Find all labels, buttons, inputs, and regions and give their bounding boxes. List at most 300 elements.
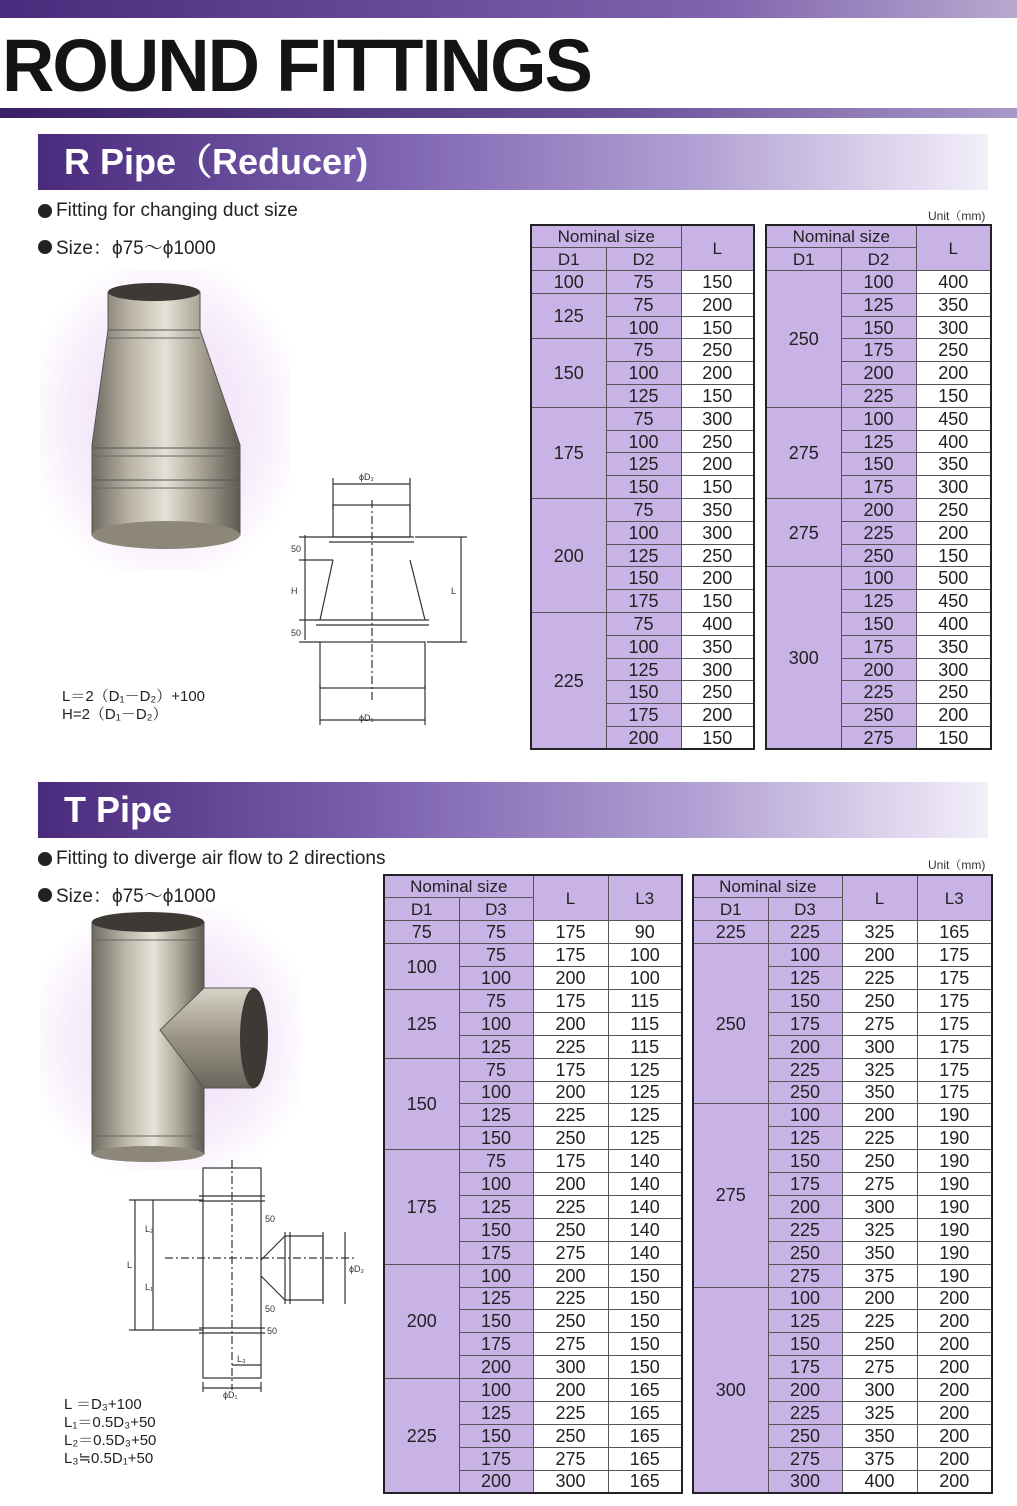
header-nominal-size: Nominal size [766,225,916,248]
table-row [384,989,682,1012]
cell-l: 250 [916,681,991,704]
cell-d2: 150 [606,567,681,590]
table-row [384,921,682,944]
cell-d3: 225 [768,1058,842,1081]
tee-photo-icon [40,910,300,1170]
cell-d1: 275 [693,1104,768,1287]
cell-l: 300 [842,1379,917,1402]
cell-d2: 125 [606,453,681,476]
cell-d3: 75 [459,944,533,967]
cell-d1: 75 [384,921,459,944]
cell-d3: 100 [459,967,533,990]
cell-l: 200 [681,453,754,476]
cell-l: 150 [681,385,754,408]
cell-l: 200 [916,521,991,544]
cell-d2: 100 [606,430,681,453]
cell-l3: 125 [608,1127,682,1150]
cell-d1: 125 [531,293,606,339]
cell-l: 250 [916,499,991,522]
cell-d2: 100 [841,271,916,294]
cell-d3: 175 [768,1173,842,1196]
drawing-label-l: L [451,586,457,596]
cell-d3: 175 [459,1333,533,1356]
cell-d1: 275 [766,407,841,498]
cell-l: 175 [533,921,608,944]
header-l: L [533,875,608,921]
cell-d1: 175 [531,407,606,498]
cell-l: 275 [842,1356,917,1379]
tee-label-l: L [127,1260,133,1270]
table-row [766,499,991,522]
cell-d2: 200 [841,658,916,681]
cell-d3: 275 [768,1264,842,1287]
cell-l: 200 [916,704,991,727]
cell-d3: 250 [768,1241,842,1264]
cell-d3: 225 [768,1401,842,1424]
cell-l: 200 [842,1104,917,1127]
cell-l: 400 [916,613,991,636]
cell-l: 250 [842,1150,917,1173]
top-color-bar [0,0,1017,18]
bullet-icon [38,240,52,254]
cell-l: 200 [842,944,917,967]
header-l3: L3 [917,875,992,921]
cell-l: 200 [681,704,754,727]
cell-l: 150 [681,590,754,613]
cell-l3: 125 [608,1058,682,1081]
header-l3: L3 [608,875,682,921]
cell-l: 250 [842,1333,917,1356]
cell-d3: 150 [768,1333,842,1356]
cell-d3: 75 [459,921,533,944]
cell-d3: 200 [459,1356,533,1379]
cell-d3: 175 [459,1241,533,1264]
cell-l: 450 [916,590,991,613]
header-d3: D3 [459,898,533,921]
cell-l: 175 [533,944,608,967]
t-pipe-table-1 [692,874,993,1494]
header-nominal-size: Nominal size [384,875,533,898]
cell-d2: 125 [841,590,916,613]
cell-d2: 150 [841,613,916,636]
cell-l: 275 [533,1333,608,1356]
cell-l: 350 [681,635,754,658]
cell-l: 300 [842,1035,917,1058]
cell-d1: 250 [693,944,768,1104]
table-row [531,499,754,522]
cell-l3: 200 [917,1356,992,1379]
cell-l3: 175 [917,967,992,990]
cell-l3: 190 [917,1241,992,1264]
drawing-label-50-top: 50 [291,544,302,554]
cell-l3: 140 [608,1173,682,1196]
table-row [531,407,754,430]
cell-d3: 200 [768,1035,842,1058]
cell-d2: 75 [606,613,681,636]
cell-d3: 125 [459,1104,533,1127]
tee-label-50b: 50 [265,1304,276,1314]
cell-d2: 125 [606,658,681,681]
t-pipe-purpose-text: Fitting to diverge air flow to 2 directions [56,848,386,869]
cell-d2: 125 [841,430,916,453]
cell-l3: 150 [608,1287,682,1310]
cell-l: 150 [681,271,754,294]
cell-d1: 225 [693,921,768,944]
table-row [766,271,991,294]
table-row [384,944,682,967]
table-row [693,1104,992,1127]
header-d1: D1 [531,248,606,271]
cell-l: 225 [842,1310,917,1333]
cell-d3: 250 [768,1424,842,1447]
cell-l: 300 [681,521,754,544]
cell-l: 200 [681,362,754,385]
cell-d3: 175 [768,1012,842,1035]
cell-l3: 200 [917,1333,992,1356]
cell-d3: 100 [459,1173,533,1196]
cell-d3: 125 [459,1287,533,1310]
header-d2: D2 [606,248,681,271]
cell-d3: 175 [768,1356,842,1379]
cell-d3: 100 [768,944,842,967]
cell-l: 300 [533,1356,608,1379]
cell-d2: 175 [841,476,916,499]
cell-d3: 225 [768,1218,842,1241]
cell-d3: 200 [459,1470,533,1493]
cell-d3: 150 [459,1127,533,1150]
cell-l3: 125 [608,1104,682,1127]
cell-d1: 200 [384,1264,459,1378]
cell-l: 150 [681,727,754,750]
cell-l3: 140 [608,1195,682,1218]
cell-l3: 150 [608,1356,682,1379]
reducer-drawing [285,470,475,730]
cell-d1: 225 [531,613,606,750]
t-pipe-bullet-purpose [38,848,386,870]
cell-l3: 140 [608,1150,682,1173]
tee-label-l3: L₃ [237,1354,246,1364]
header-d1: D1 [766,248,841,271]
cell-d1: 100 [384,944,459,990]
title-rule [0,108,1017,118]
drawing-label-d1: ϕD₁ [359,713,374,723]
cell-l3: 190 [917,1127,992,1150]
cell-d2: 225 [841,385,916,408]
cell-d3: 100 [459,1012,533,1035]
cell-d3: 125 [459,1401,533,1424]
cell-d1: 150 [531,339,606,407]
cell-l3: 200 [917,1424,992,1447]
cell-d2: 200 [841,362,916,385]
cell-l: 200 [533,1264,608,1287]
tee-label-50c: 50 [267,1326,278,1336]
cell-l: 175 [533,989,608,1012]
cell-l: 350 [842,1424,917,1447]
cell-l: 200 [681,567,754,590]
cell-l: 150 [916,544,991,567]
table-row [766,407,991,430]
tee-drawing [125,1160,370,1400]
cell-d3: 75 [459,989,533,1012]
cell-l: 350 [916,635,991,658]
cell-d3: 175 [459,1447,533,1470]
cell-l: 200 [916,362,991,385]
cell-l: 300 [916,658,991,681]
reducer-photo [40,270,290,570]
r-pipe-size-text: Size：ϕ75～ϕ1000 [56,238,216,259]
t-pipe-size-text: Size：ϕ75～ϕ1000 [56,886,216,907]
cell-l3: 190 [917,1218,992,1241]
r-pipe-bullet-size [38,233,216,260]
cell-d3: 150 [459,1218,533,1241]
cell-l: 175 [533,1058,608,1081]
table-row [531,271,754,294]
cell-l: 350 [842,1241,917,1264]
cell-l: 300 [916,476,991,499]
table-row [693,944,992,967]
cell-l3: 140 [608,1218,682,1241]
header-l: L [842,875,917,921]
table-row [693,1287,992,1310]
header-l: L [916,225,991,271]
cell-l: 250 [681,681,754,704]
cell-d2: 100 [606,316,681,339]
cell-l: 225 [533,1401,608,1424]
cell-d3: 225 [768,921,842,944]
cell-d3: 150 [768,989,842,1012]
tee-label-d2: ϕD₂ [349,1264,365,1274]
cell-l: 300 [916,316,991,339]
cell-d2: 75 [606,271,681,294]
t-pipe-heading: T Pipe [38,782,988,838]
cell-l: 375 [842,1264,917,1287]
cell-l3: 200 [917,1447,992,1470]
cell-l: 250 [533,1218,608,1241]
cell-l: 150 [681,476,754,499]
cell-l3: 125 [608,1081,682,1104]
cell-l3: 200 [917,1287,992,1310]
cell-l: 225 [533,1035,608,1058]
r-pipe-table-1 [765,224,992,750]
cell-d2: 100 [606,521,681,544]
header-d2: D2 [841,248,916,271]
cell-l: 450 [916,407,991,430]
cell-l3: 100 [608,944,682,967]
cell-d2: 125 [841,293,916,316]
cell-d3: 250 [768,1081,842,1104]
cell-l3: 175 [917,944,992,967]
cell-l: 250 [842,989,917,1012]
cell-d1: 300 [766,567,841,749]
cell-l: 150 [916,385,991,408]
cell-l: 350 [916,293,991,316]
cell-l: 275 [842,1173,917,1196]
cell-l: 250 [916,339,991,362]
cell-l3: 190 [917,1104,992,1127]
table-row [384,1379,682,1402]
cell-d2: 75 [606,499,681,522]
cell-d2: 175 [841,339,916,362]
header-d3: D3 [768,898,842,921]
cell-l: 250 [533,1127,608,1150]
tee-photo [40,910,300,1170]
cell-d1: 200 [531,499,606,613]
header-nominal-size: Nominal size [531,225,681,248]
cell-l: 200 [681,293,754,316]
cell-d3: 125 [768,1310,842,1333]
cell-l: 350 [842,1081,917,1104]
cell-l3: 175 [917,1012,992,1035]
table-row [531,293,754,316]
cell-l3: 90 [608,921,682,944]
cell-d3: 100 [459,1081,533,1104]
cell-l3: 165 [608,1424,682,1447]
cell-l: 500 [916,567,991,590]
header-nominal-size: Nominal size [693,875,842,898]
t-pipe-formula: L ＝D₃+100 L₁＝0.5D₃+50 L₂＝0.5D₃+50 L₃≒0.5D₁+50 [64,1396,157,1467]
cell-l: 225 [842,967,917,990]
page-title: ROUND FITTINGS [2,24,591,107]
t-pipe-bullet-size [38,881,216,908]
cell-l: 225 [533,1195,608,1218]
t-pipe-unit: Unit（mm) [928,858,986,872]
drawing-label-d2: ϕD₂ [359,472,375,482]
cell-l3: 200 [917,1379,992,1402]
cell-l: 325 [842,1401,917,1424]
cell-d2: 200 [841,499,916,522]
cell-l3: 175 [917,1081,992,1104]
drawing-label-h: H [291,586,298,596]
cell-d2: 250 [841,544,916,567]
cell-d1: 275 [766,499,841,567]
cell-l3: 165 [608,1447,682,1470]
cell-d3: 100 [768,1287,842,1310]
tee-label-l1: L₁ [145,1282,154,1292]
cell-l: 200 [533,1012,608,1035]
cell-d1: 175 [384,1150,459,1264]
cell-d2: 100 [606,635,681,658]
r-pipe-table-0 [530,224,755,750]
cell-l3: 140 [608,1241,682,1264]
cell-d3: 100 [459,1264,533,1287]
cell-l: 300 [842,1195,917,1218]
cell-d3: 100 [768,1104,842,1127]
cell-d1: 225 [384,1379,459,1493]
tee-label-d1: ϕD₁ [223,1390,238,1400]
cell-l3: 190 [917,1264,992,1287]
cell-l: 325 [842,1058,917,1081]
cell-d2: 175 [606,704,681,727]
cell-l3: 175 [917,989,992,1012]
cell-l: 225 [533,1104,608,1127]
cell-l3: 165 [608,1470,682,1493]
cell-l3: 200 [917,1401,992,1424]
bullet-icon [38,852,52,866]
cell-l: 250 [681,430,754,453]
cell-l3: 150 [608,1333,682,1356]
cell-d3: 150 [459,1310,533,1333]
cell-l3: 165 [608,1401,682,1424]
cell-l: 250 [533,1424,608,1447]
t-pipe-table-0 [383,874,683,1494]
table-row [766,567,991,590]
cell-l: 200 [533,1081,608,1104]
cell-l3: 165 [608,1379,682,1402]
cell-l: 300 [681,658,754,681]
bullet-icon [38,888,52,902]
cell-l: 350 [681,499,754,522]
cell-l: 250 [681,544,754,567]
cell-d3: 200 [768,1195,842,1218]
cell-l3: 200 [917,1310,992,1333]
table-row [531,339,754,362]
cell-l: 325 [842,921,917,944]
cell-l: 175 [533,1150,608,1173]
cell-d3: 75 [459,1058,533,1081]
table-row [384,1150,682,1173]
cell-d2: 175 [606,590,681,613]
cell-l: 200 [533,1173,608,1196]
cell-l3: 190 [917,1173,992,1196]
cell-d3: 300 [768,1470,842,1493]
cell-d2: 125 [606,385,681,408]
cell-d2: 75 [606,339,681,362]
cell-d2: 250 [841,704,916,727]
cell-l: 400 [916,271,991,294]
cell-l3: 190 [917,1195,992,1218]
r-pipe-heading: R Pipe（Reducer) [38,134,988,190]
cell-d3: 200 [768,1379,842,1402]
cell-d2: 175 [841,635,916,658]
cell-d2: 200 [606,727,681,750]
cell-l: 300 [533,1470,608,1493]
cell-d2: 150 [841,316,916,339]
cell-d3: 100 [459,1379,533,1402]
cell-d1: 150 [384,1058,459,1150]
cell-l: 225 [842,1127,917,1150]
cell-d1: 300 [693,1287,768,1493]
header-d1: D1 [693,898,768,921]
header-l: L [681,225,754,271]
cell-l: 375 [842,1447,917,1470]
cell-l3: 200 [917,1470,992,1493]
r-pipe-formula: L＝2（D₁－D₂）+100 H=2（D₁－D₂） [62,688,206,723]
cell-d3: 150 [459,1424,533,1447]
cell-d2: 100 [606,362,681,385]
cell-d3: 275 [768,1447,842,1470]
cell-d2: 225 [841,681,916,704]
bullet-icon [38,204,52,218]
cell-d2: 125 [606,544,681,567]
cell-l: 250 [533,1310,608,1333]
cell-l: 275 [533,1241,608,1264]
cell-l3: 115 [608,1035,682,1058]
drawing-label-50-bottom: 50 [291,628,302,638]
cell-l: 200 [842,1287,917,1310]
cell-l3: 150 [608,1310,682,1333]
tee-label-l2: L₂ [145,1224,154,1234]
r-pipe-bullet-purpose [38,200,298,222]
cell-l3: 175 [917,1035,992,1058]
reducer-photo-icon [40,270,290,570]
cell-d3: 125 [459,1195,533,1218]
cell-l3: 150 [608,1264,682,1287]
cell-d1: 250 [766,271,841,408]
cell-d3: 125 [768,967,842,990]
header-d1: D1 [384,898,459,921]
cell-l: 325 [842,1218,917,1241]
cell-d2: 150 [841,453,916,476]
